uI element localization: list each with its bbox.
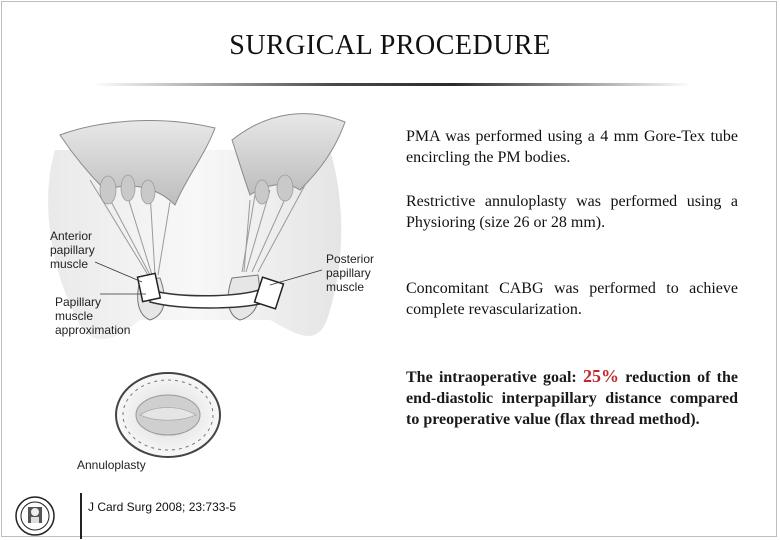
title-divider	[92, 83, 692, 86]
label-posterior-papillary-muscle: Posterior papillary muscle	[326, 252, 375, 294]
goal-percent: 25%	[583, 366, 620, 386]
bullet-intraoperative-goal	[406, 366, 738, 430]
goal-prefix: The intraoperative goal:	[406, 369, 584, 386]
label-annuloplasty: Annuloplasty	[77, 458, 146, 472]
citation: J Card Surg 2008; 23:733-5	[88, 500, 237, 514]
label-anterior-papillary-muscle: Anterior papillary muscle	[50, 229, 95, 271]
bullet-annuloplasty: Restrictive annuloplasty was performed using a Physioring (size 26 or 28 mm).	[406, 193, 738, 231]
footer-divider	[80, 493, 82, 539]
bullet-cabg: Concomitant CABG was performed to achieve complete revascularization.	[406, 280, 738, 318]
slide-title: SURGICAL PROCEDURE	[229, 30, 551, 61]
goal-suffix: reduction of the end-diastolic interpapillary distance compared to preoperative value (flax thread method).	[406, 369, 739, 428]
label-papillary-muscle-approximation: Papillary muscle approximation	[55, 295, 131, 337]
university-seal-icon	[13, 495, 63, 537]
bullet-pma: PMA was performed using a 4 mm Gore-Tex tube encircling the PM bodies.	[406, 128, 738, 166]
